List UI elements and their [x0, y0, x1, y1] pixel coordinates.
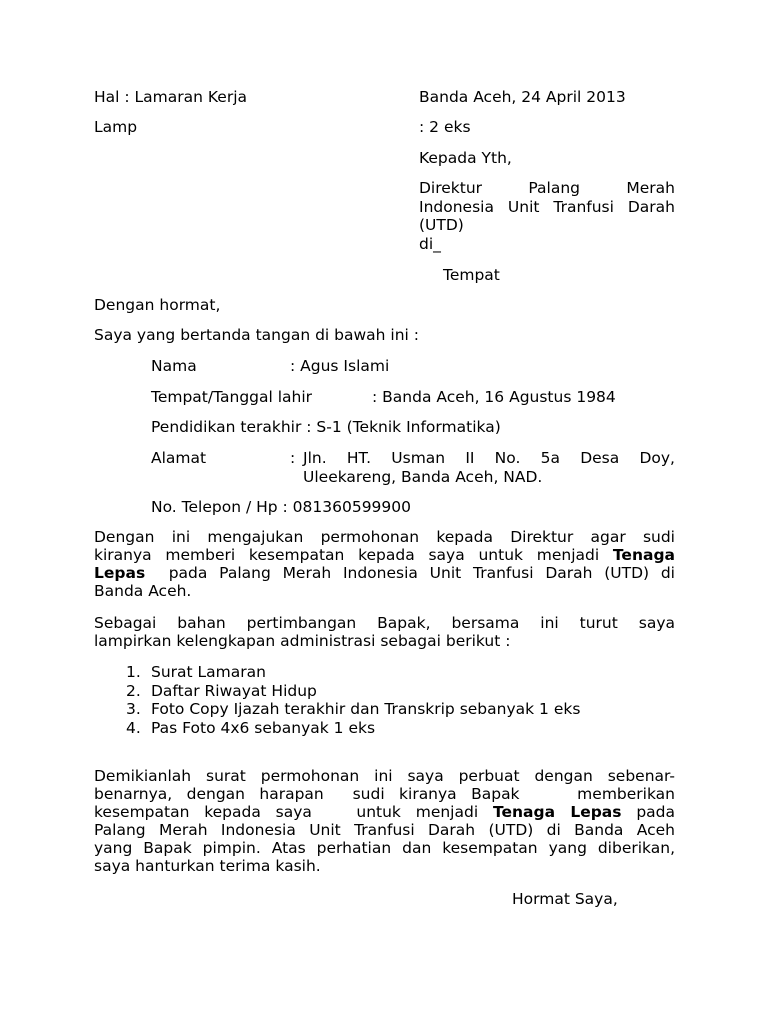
kepada-yth: Kepada Yth, [419, 149, 512, 167]
ttl-label: Tempat/Tanggal lahir [151, 388, 313, 406]
list-number: 3. [126, 700, 141, 718]
place-date: Banda Aceh, 24 April 2013 [419, 88, 626, 106]
bold-text: Tenaga [612, 546, 675, 564]
recipient-line-2: Indonesia Unit Tranfusi Darah [419, 198, 675, 216]
list-item [126, 663, 580, 682]
recipient-line-4: di_ [419, 235, 441, 253]
list-number: 2. [126, 681, 141, 700]
list-item [126, 719, 580, 738]
signoff: Hormat Saya, [512, 890, 618, 908]
paragraph-line: saya hanturkan terima kasih. [94, 857, 321, 875]
list-item [126, 682, 580, 701]
paragraph-line: Palang Merah Indonesia Unit Tranfusi Darah (UTD) di Banda Aceh [94, 821, 675, 839]
text-run: kiranya memberi kesempatan kepada saya untuk menjadi [94, 546, 613, 564]
alamat-line-2: Uleekareng, Banda Aceh, NAD. [303, 468, 543, 486]
text-run: kesempatan kepada saya untuk menjadi [94, 803, 493, 821]
nama-label: Nama [151, 357, 197, 375]
paragraph-line: Demikianlah surat permohonan ini saya perbuat dengan sebenar- [94, 767, 675, 785]
paragraph-line [94, 546, 675, 564]
paragraph-line [94, 803, 675, 821]
list-number: 1. [126, 663, 141, 681]
recipient-word: Direktur [419, 179, 483, 197]
subject-line: Hal : Lamaran Kerja [94, 88, 247, 106]
paragraph-line: lampirkan kelengkapan administrasi sebagai berikut : [94, 632, 511, 650]
recipient-word: Merah [626, 179, 675, 197]
bold-text: Lepas [94, 564, 146, 582]
paragraph-line: yang Bapak pimpin. Atas perhatian dan kesempatan yang diberikan, [94, 839, 675, 857]
lamp-value: : 2 eks [419, 118, 471, 136]
bold-text: Tenaga Lepas [492, 803, 622, 821]
tempat: Tempat [443, 266, 500, 284]
paragraph-closing [94, 767, 675, 875]
list-text: Daftar Riwayat Hidup [151, 681, 317, 700]
lamp-label: Lamp [94, 118, 138, 136]
paragraph-request [94, 528, 675, 600]
alamat-colon: : [290, 449, 296, 467]
paragraph-attachments-intro [94, 614, 675, 650]
pendidikan-line: Pendidikan terakhir : S-1 (Teknik Informatika) [151, 418, 501, 436]
attachment-list [126, 663, 580, 737]
list-text: Surat Lamaran [151, 663, 266, 681]
list-number: 4. [126, 718, 141, 737]
nama-value: : Agus Islami [290, 357, 390, 375]
paragraph-line: Sebagai bahan pertimbangan Bapak, bersama ini turut saya [94, 614, 675, 632]
paragraph-line: Dengan ini mengajukan permohonan kepada Direktur agar sudi [94, 528, 675, 546]
telepon-line: No. Telepon / Hp : 081360599900 [151, 498, 412, 516]
list-item [126, 700, 580, 719]
alamat-label: Alamat [151, 449, 207, 467]
paragraph-line [94, 564, 675, 582]
greeting: Dengan hormat, [94, 296, 221, 314]
recipient-word: Palang [528, 179, 581, 197]
list-text: Pas Foto 4x6 sebanyak 1 eks [151, 718, 376, 737]
ttl-value: : Banda Aceh, 16 Agustus 1984 [372, 388, 616, 406]
paragraph-line: benarnya, dengan harapan sudi kiranya Bapak memberikan [94, 785, 675, 803]
paragraph-line: Banda Aceh. [94, 582, 192, 600]
text-run: pada Palang Merah Indonesia Unit Tranfusi Darah (UTD) di [145, 564, 675, 582]
intro-line: Saya yang bertanda tangan di bawah ini : [94, 326, 420, 344]
list-text: Foto Copy Ijazah terakhir dan Transkrip sebanyak 1 eks [151, 700, 581, 718]
recipient-line-1 [419, 179, 675, 197]
text-run: pada [621, 803, 675, 821]
recipient-line-3: (UTD) [419, 216, 464, 234]
alamat-line-1: Jln. HT. Usman II No. 5a Desa Doy, [303, 449, 675, 467]
